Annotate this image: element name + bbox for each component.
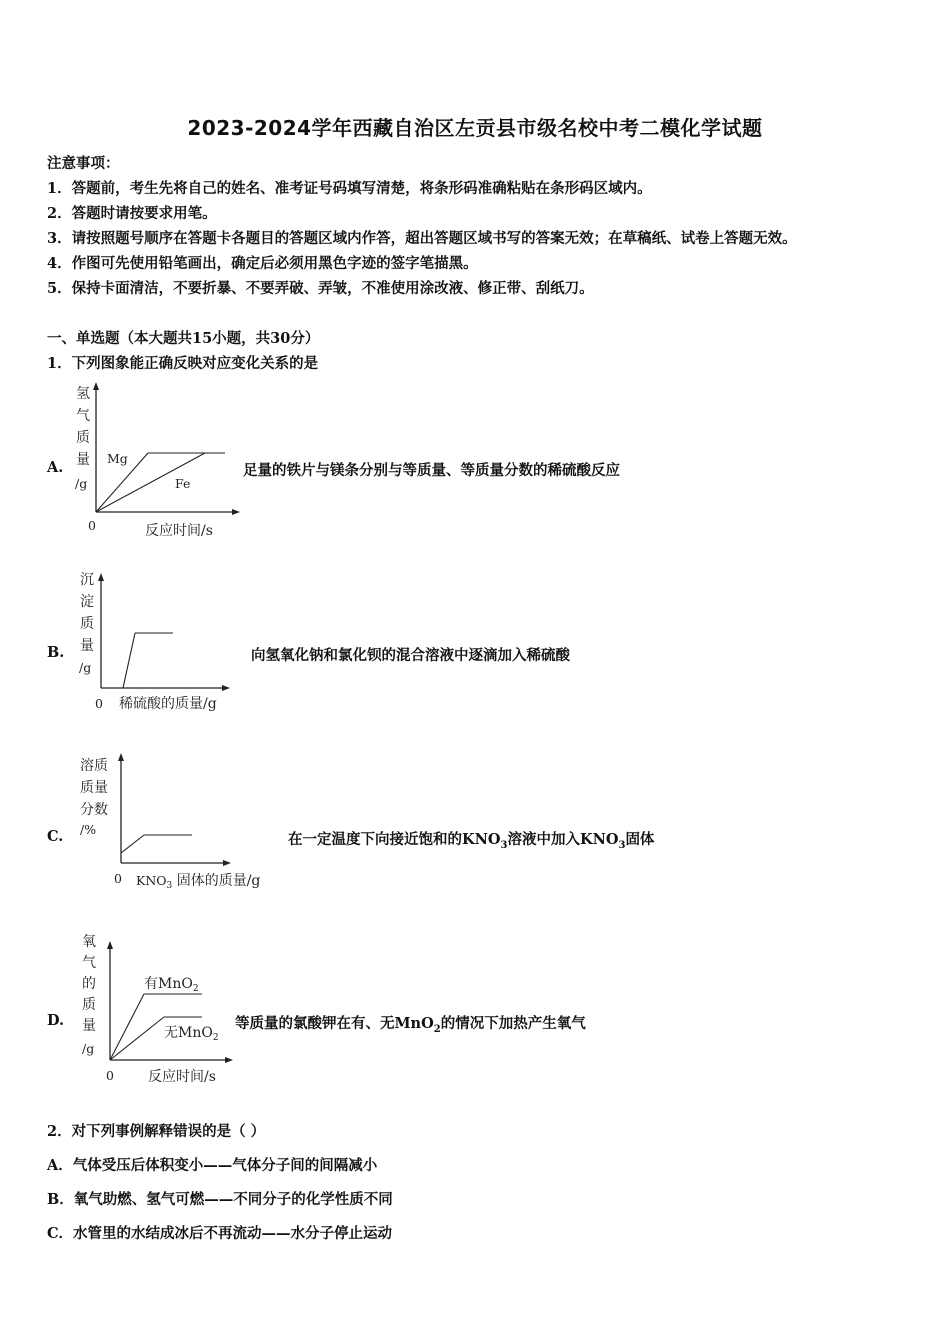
graph-c bbox=[78, 750, 288, 895]
graph-c-y-arrow bbox=[118, 753, 124, 761]
graph-b-origin: 0 bbox=[95, 696, 103, 711]
question-1-stem: 1．下列图象能正确反映对应变化关系的是 bbox=[47, 355, 319, 372]
section-heading: 一、单选题（本大题共15小题，共30分） bbox=[47, 330, 320, 347]
graph-a-ylabel-2: 气 bbox=[76, 408, 90, 424]
graph-d-ylabel-3: 的 bbox=[82, 976, 96, 992]
option-d-text: 等质量的氯酸钾在有、无MnO$_2$的情况下加热产生氧气 bbox=[235, 1015, 586, 1035]
notice-item-1: 1．答题前，考生先将自己的姓名、准考证号码填写清楚，将条形码准确粘贴在条形码区域内。 bbox=[47, 180, 652, 197]
graph-a-ylabel-1: 氢 bbox=[76, 386, 90, 402]
graph-d-label-with: 有MnO$_2$ bbox=[144, 976, 199, 994]
option-a-text: 足量的铁片与镁条分别与等质量、等质量分数的稀硫酸反应 bbox=[243, 462, 620, 479]
graph-a bbox=[70, 380, 245, 540]
graph-a-label-fe: Fe bbox=[175, 476, 191, 491]
option-b-text: 向氢氧化钠和氯化钡的混合溶液中逐滴加入稀硫酸 bbox=[251, 647, 570, 664]
notice-item-3: 3．请按照题号顺序在答题卡各题目的答题区域内作答，超出答题区域书写的答案无效；在草稿纸、试卷上答题无效。 bbox=[47, 230, 797, 247]
graph-d-origin: 0 bbox=[106, 1068, 114, 1083]
graph-a-ylabel-5: /g bbox=[75, 476, 88, 491]
graph-d-y-arrow bbox=[107, 941, 113, 949]
graph-d-ylabel-5: 量 bbox=[82, 1018, 96, 1034]
graph-d-label-without: 无MnO$_2$ bbox=[164, 1025, 219, 1043]
graph-b-curve-rise bbox=[123, 633, 135, 688]
question-2-stem: 2．对下列事例解释错误的是（ ） bbox=[47, 1123, 266, 1140]
graph-d-ylabel-2: 气 bbox=[82, 955, 96, 971]
graph-a-ylabel-3: 质 bbox=[76, 430, 90, 446]
option-d-letter: D. bbox=[47, 1012, 65, 1029]
graph-d-curve-with-rise bbox=[110, 994, 144, 1060]
graph-c-ylabel-2: 质量 bbox=[80, 780, 108, 796]
graph-d-ylabel-4: 质 bbox=[82, 997, 96, 1013]
graph-d-x-arrow bbox=[225, 1057, 233, 1063]
graph-c-curve-rise bbox=[121, 835, 144, 853]
graph-b-ylabel-3: 质 bbox=[80, 616, 94, 632]
graph-a-y-arrow bbox=[93, 382, 99, 390]
graph-a-origin: 0 bbox=[88, 518, 96, 533]
graph-b-xlabel: 稀硫酸的质量/g bbox=[119, 696, 217, 712]
question-2-option-c: C．水管里的水结成冰后不再流动——水分子停止运动 bbox=[47, 1225, 393, 1242]
option-a-letter: A. bbox=[47, 459, 64, 476]
graph-c-xlabel: $KNO_3$ 固体的质量/g bbox=[136, 873, 261, 891]
graph-a-x-arrow bbox=[232, 509, 240, 515]
graph-b-ylabel-4: 量 bbox=[80, 638, 94, 654]
option-c-letter: C. bbox=[47, 828, 64, 845]
graph-c-ylabel-1: 溶质 bbox=[80, 758, 108, 774]
question-2-option-a: A．气体受压后体积变小——气体分子间的间隔减小 bbox=[47, 1157, 378, 1174]
graph-b-y-arrow bbox=[98, 573, 104, 581]
graph-a-ylabel-4: 量 bbox=[76, 452, 90, 468]
graph-b-ylabel-2: 淀 bbox=[80, 594, 94, 610]
graph-c-x-arrow bbox=[223, 860, 231, 866]
graph-d-xlabel: 反应时间/s bbox=[148, 1069, 216, 1085]
graph-c-ylabel-3: 分数 bbox=[80, 802, 108, 818]
option-b-letter: B. bbox=[47, 644, 65, 661]
notice-item-5: 5．保持卡面清洁，不要折暴、不要弄破、弄皱，不准使用涂改液、修正带、刮纸刀。 bbox=[47, 280, 594, 297]
option-c-text: 在一定温度下向接近饱和的$KNO_3$溶液中加入$KNO_3$固体 bbox=[288, 831, 655, 851]
notice-heading: 注意事项： bbox=[47, 155, 120, 172]
question-2-option-b: B．氧气助燃、氢气可燃——不同分子的化学性质不同 bbox=[47, 1191, 393, 1208]
graph-a-xlabel: 反应时间/s bbox=[145, 523, 213, 539]
graph-d-ylabel-1: 氧 bbox=[82, 934, 96, 950]
graph-b-x-arrow bbox=[222, 685, 230, 691]
notice-item-4: 4．作图可先使用铅笔画出，确定后必须用黑色字迹的签字笔描黑。 bbox=[47, 255, 478, 272]
graph-c-ylabel-4: /% bbox=[80, 822, 97, 837]
graph-c-origin: 0 bbox=[114, 871, 122, 886]
notice-item-2: 2．答题时请按要求用笔。 bbox=[47, 205, 217, 222]
page-title: 2023-2024学年西藏自治区左贡县市级名校中考二模化学试题 bbox=[187, 116, 763, 140]
graph-a-label-mg: Mg bbox=[107, 451, 128, 466]
graph-b-ylabel-1: 沉 bbox=[80, 572, 94, 588]
graph-d-curve-without-rise bbox=[110, 1017, 164, 1060]
graph-b-ylabel-5: /g bbox=[79, 660, 92, 675]
graph-d-ylabel-6: /g bbox=[82, 1041, 95, 1056]
graph-d bbox=[78, 930, 248, 1090]
graph-b bbox=[75, 568, 245, 718]
